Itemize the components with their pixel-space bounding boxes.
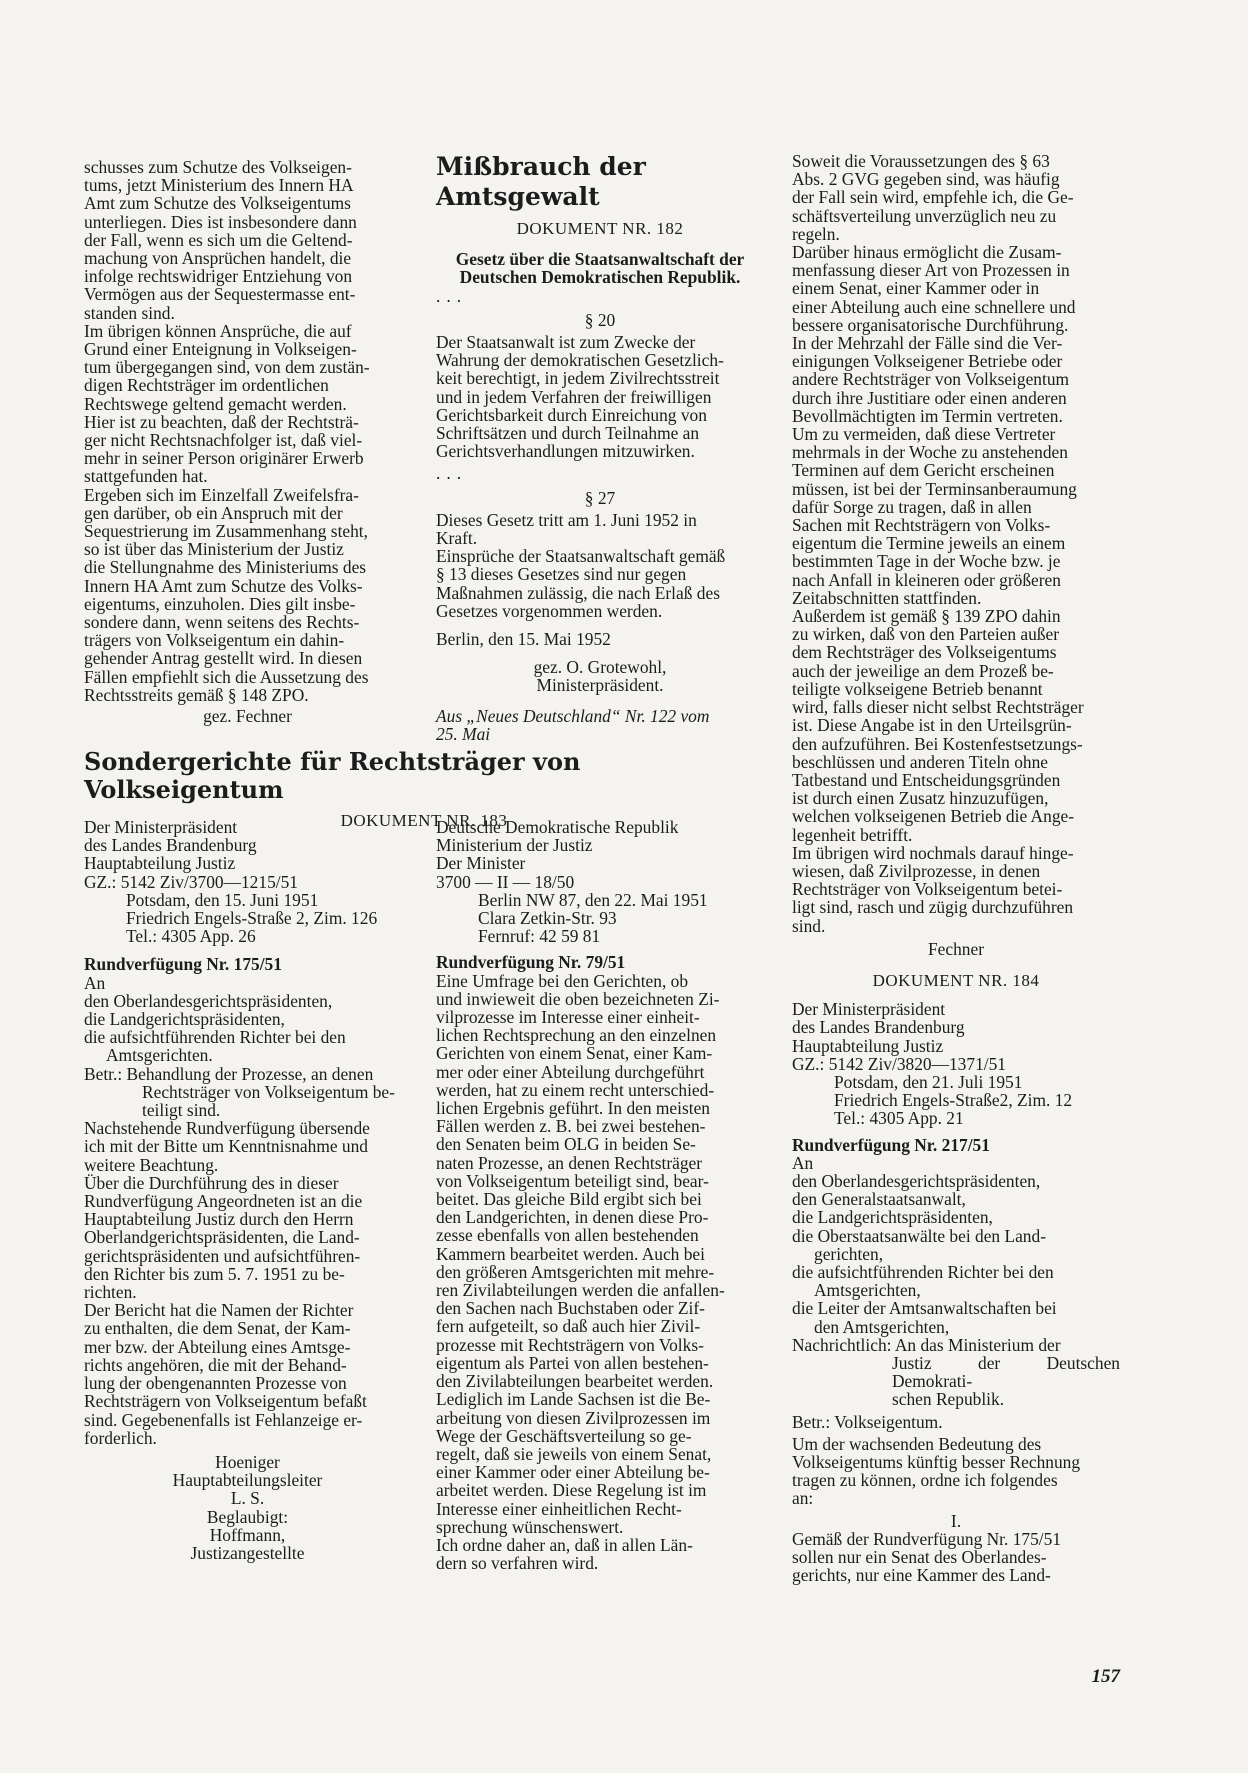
recipients: [84, 992, 411, 1065]
subject: [84, 1065, 411, 1120]
text-line: lichen Rechtsprechung an den einzelnen: [436, 1025, 717, 1046]
text-line: arbeitung von diesen Zivilprozessen im: [436, 1407, 711, 1428]
text-line: den aufzuführen. Bei Kostenfestsetzungs-: [792, 733, 1083, 754]
text-line: Nachstehende Rundverfügung übersende: [84, 1118, 370, 1139]
text-line: ligt sind, rasch und zügig durchzuführen: [792, 897, 1074, 918]
text-line: standen sind.: [84, 302, 175, 323]
text-line: Dieses Gesetz tritt am 1. Juni 1952 in: [436, 509, 697, 530]
text-line: weitere Beachtung.: [84, 1154, 219, 1175]
text-line: Darüber hinaus ermöglicht die Zusam-: [792, 242, 1062, 263]
text-line: bestimmten Tage in der Woche bzw. je: [792, 551, 1061, 572]
text-line: sprechung wünschenswert.: [436, 1516, 624, 1537]
text-line: einem Senat, einer Kammer oder in: [792, 278, 1040, 299]
text-line: regelt, daß sie jeweils von einem Senat,: [436, 1443, 712, 1464]
ellipsis: ...: [436, 463, 468, 484]
text-line: so ist über das Ministerium der Justiz: [84, 539, 344, 560]
address-line: Friedrich Engels-Straße 2, Zim. 126: [126, 908, 378, 929]
recipient-line: den Oberlandesgerichtspräsidenten,: [84, 990, 333, 1011]
text-line: der Fall sein wird, empfehle ich, die Ge-: [792, 187, 1074, 208]
address-line: Potsdam, den 21. Juli 1951: [834, 1071, 1023, 1092]
text-line: Rechtsträger von Volkseigentum betei-: [792, 879, 1063, 900]
recipient-line: gerichten,: [814, 1243, 884, 1264]
letterhead-line: Der Ministerpräsident: [84, 817, 238, 837]
text-block: [84, 158, 411, 704]
text-line: und inwieweit die oben bezeichneten Zi-: [436, 988, 720, 1009]
text-line: Der Bericht hat die Namen der Richter: [84, 1300, 354, 1321]
signature-line: Hoffmann,: [209, 1524, 286, 1545]
document-number: DOKUMENT NR. 184: [872, 970, 1040, 990]
text-line: fern aufgeteilt, so daß auch hier Zivil-: [436, 1316, 701, 1337]
text-line: ist durch einen Zusatz hinzuzufügen,: [792, 788, 1049, 809]
text-line: an:: [792, 1488, 814, 1509]
text-line: Kammern bearbeitet werden. Auch bei: [436, 1243, 705, 1264]
text-line: den Sachen nach Buchstaben oder Zif-: [436, 1298, 705, 1319]
signature-block: [84, 1453, 411, 1562]
text-line: tum übergegangen sind, von dem zustän-: [84, 357, 370, 378]
text-line: eigentum die Termine jeweils an einem: [792, 533, 1066, 554]
decree-title: Rundverfügung Nr. 217/51: [792, 1134, 990, 1155]
text-line: gen darüber, ob ein Anspruch mit der: [84, 502, 343, 523]
text-line: Maßnahmen zulässig, die nach Erlaß des: [436, 582, 720, 603]
text-line: welchen volkseigenen Betrieb die Ange-: [792, 806, 1075, 827]
text-line: durch ihre Justitiare oder einen anderen: [792, 387, 1067, 408]
address-line: Clara Zetkin-Str. 93: [478, 908, 617, 929]
text-block: [792, 152, 1120, 935]
text-line: stattgefunden hat.: [84, 466, 208, 487]
text-line: müssen, ist bei der Terminsanberaumung: [792, 478, 1077, 499]
source: Aus „Neues Deutschland“ Nr. 122 vom: [436, 705, 710, 726]
text-line: dern so verfahren wird.: [436, 1553, 599, 1574]
ellipsis: ...: [436, 285, 468, 306]
text-line: auch der jeweilige an dem Prozeß be-: [792, 660, 1054, 681]
recipient-line: den Generalstaatsanwalt,: [792, 1189, 966, 1210]
column-2-bottom: [436, 818, 764, 1572]
column-1-bottom: [84, 818, 411, 1562]
text-line: bessere organisatorische Durchführung.: [792, 314, 1069, 335]
text-line: den Senaten beim OLG in beiden Se-: [436, 1134, 696, 1155]
text-line: Vermögen aus der Sequestermasse ent-: [84, 284, 356, 305]
text-line: richten.: [84, 1282, 137, 1303]
letterhead-line: des Landes Brandenburg: [792, 1017, 965, 1038]
text-line: Innern HA Amt zum Schutze des Volks-: [84, 575, 363, 596]
text-line: sind.: [792, 915, 826, 936]
heading: Mißbrauch der Amtsgewalt: [436, 152, 646, 211]
recipient-line: die Landgerichtspräsidenten,: [792, 1207, 993, 1228]
text-line: sollen nur ein Senat des Oberlandes-: [792, 1547, 1047, 1568]
address-line: Fernruf: 42 59 81: [478, 926, 601, 947]
text-line: menfassung dieser Art von Prozessen in: [792, 260, 1070, 281]
decree-title: Rundverfügung Nr. 175/51: [84, 954, 282, 975]
text-line: Zeitabschnitten stattfinden.: [792, 587, 982, 608]
text-line: Hauptabteilung Justiz durch den Herrn: [84, 1209, 354, 1230]
text-line: Gerichten von einem Senat, einer Kam-: [436, 1043, 713, 1064]
recipient-line: den Oberlandesgerichtspräsidenten,: [792, 1170, 1041, 1191]
text-line: lichen Ergebnis geführt. In den meisten: [436, 1098, 710, 1119]
text-line: Amt zum Schutze des Volkseigentums: [84, 193, 351, 214]
text-line: den Landgerichten, in denen diese Pro-: [436, 1207, 709, 1228]
text-line: Tatbestand und Entscheidungsgründen: [792, 769, 1061, 790]
text-line: gehender Antrag gestellt wird. In diesen: [84, 648, 363, 669]
text-line: einer Abteilung auch eine schnellere und: [792, 296, 1076, 317]
text-line: Außerdem ist gemäß § 139 ZPO dahin: [792, 606, 1061, 627]
subject-line: teiligt sind.: [142, 1100, 221, 1121]
text-line: richts angehören, die mit der Behand-: [84, 1354, 347, 1375]
letterhead-line: Der Minister: [436, 853, 526, 874]
signature-line: Hauptabteilungsleiter: [172, 1470, 323, 1491]
text-line: Grund einer Enteignung in Volkseigen-: [84, 339, 357, 360]
text-line: Rechtswege geltend gemacht werden.: [84, 393, 347, 414]
text-line: Gesetzes vorgenommen werden.: [436, 600, 663, 621]
text-line: Rechtsträgern von Volkseigentum befaßt: [84, 1391, 367, 1412]
text-line: Um der wachsenden Bedeutung des: [792, 1433, 1042, 1454]
signature-line: Justizangestellte: [190, 1542, 305, 1563]
text-line: Soweit die Voraussetzungen des § 63: [792, 151, 1050, 171]
text-line: wird, falls dieser nicht selbst Rechtsträger: [792, 697, 1084, 718]
text-line: eigentums, einzuholen. Dies gilt insbe-: [84, 593, 356, 614]
text-line: Hier ist zu beachten, daß der Rechtsträ-: [84, 411, 359, 432]
text-block: [436, 511, 764, 620]
text-line: Volkseigentums künftig besser Rechnung: [792, 1452, 1081, 1473]
letterhead: [84, 818, 411, 873]
text-line: Über die Durchführung des in dieser: [84, 1172, 339, 1193]
text-line: Der Staatsanwalt ist zum Zwecke der: [436, 332, 696, 353]
text-line: Ich ordne daher an, daß in allen Län-: [436, 1534, 693, 1555]
page-number: [1072, 1668, 1120, 1686]
text-line: teiligte volkseigene Betrieb benannt: [792, 678, 1043, 699]
subject: Betr.: Volkseigentum.: [792, 1411, 943, 1432]
text-line: dem Rechtsträger des Volkseigentums: [792, 642, 1057, 663]
text-line: dafür Sorge zu tragen, daß in allen: [792, 496, 1032, 517]
text-line: Fällen werden z. B. bei zwei bestehen-: [436, 1116, 706, 1137]
text-line: In der Mehrzahl der Fälle sind die Ver-: [792, 333, 1063, 354]
text-line: mehrmals in der Woche zu anstehenden: [792, 442, 1068, 463]
reference-number: GZ.: 5142 Ziv/3820—1371/51: [792, 1053, 1006, 1074]
text-line: mer oder einer Abteilung durchgeführt: [436, 1061, 705, 1082]
text-line: und in jedem Verfahren der freiwilligen: [436, 386, 712, 407]
signature-title: Ministerpräsident.: [536, 675, 664, 696]
signature: gez. O. Grotewohl,: [533, 657, 667, 678]
text-line: einer Kammer oder einer Abteilung be-: [436, 1462, 710, 1483]
text-line: von Volkseigentum beteiligt sind, bear-: [436, 1170, 709, 1191]
text-line: ist. Diese Angabe ist in den Urteilsgrün-: [792, 715, 1072, 736]
reference-number: GZ.: 5142 Ziv/3700—1215/51: [84, 871, 298, 892]
addressee-label: An: [84, 972, 106, 993]
subject-line: Betr.: Behandlung der Prozesse, an denen: [84, 1063, 374, 1084]
text-line: zu wirken, daß von den Parteien außer: [792, 624, 1060, 645]
text-line: einigungen Volkseigener Betriebe oder: [792, 351, 1063, 372]
address-line: Tel.: 4305 App. 21: [834, 1108, 964, 1129]
date: Berlin, den 15. Mai 1952: [436, 629, 611, 650]
text-line: mer bzw. der Abteilung eines Amtsge-: [84, 1336, 351, 1357]
decree-title: Rundverfügung Nr. 79/51: [436, 952, 626, 973]
text-line: Ergeben sich im Einzelfall Zweifelsfra-: [84, 484, 359, 505]
text-line: Im übrigen können Ansprüche, die auf: [84, 320, 352, 341]
text-line: tragen zu können, ordne ich folgendes: [792, 1470, 1058, 1491]
text-line: Um zu vermeiden, daß diese Vertreter: [792, 424, 1056, 445]
letterhead-line: Der Ministerpräsident: [792, 999, 946, 1020]
text-line: digen Rechtsträger im ordentlichen: [84, 375, 329, 396]
text-line: § 13 dieses Gesetzes sind nur gegen: [436, 564, 687, 585]
subject-line: Rechtsträger von Volkseigentum be-: [142, 1081, 395, 1102]
letterhead-line: Hauptabteilung Justiz: [84, 853, 236, 874]
text-block: [792, 1530, 1120, 1585]
letterhead-line: Deutsche Demokratische Republik: [436, 817, 679, 837]
text-line: prozesse mit Rechtsträgern von Volks-: [436, 1334, 704, 1355]
text-block: [84, 1119, 411, 1447]
recipients: [792, 1172, 1120, 1336]
text-line: legenheit betrifft.: [792, 824, 913, 845]
text-line: Wahrung der demokratischen Gesetzlich-: [436, 350, 724, 371]
text-line: Lediglich im Lande Sachsen ist die Be-: [436, 1389, 711, 1410]
text-block: [436, 972, 764, 1573]
copy-to-line: Justiz der Deutschen Demokrati-: [892, 1353, 1120, 1392]
document-number: DOKUMENT NR. 183: [340, 811, 508, 830]
text-line: Oberlandgerichtspräsidenten, die Land-: [84, 1227, 360, 1248]
copy-to-line: schen Republik.: [892, 1389, 1005, 1410]
text-line: den Zivilabteilungen bearbeitet werden.: [436, 1371, 714, 1392]
text-line: Rundverfügung Angeordneten ist an die: [84, 1191, 363, 1212]
letterhead-line: des Landes Brandenburg: [84, 835, 257, 856]
text-line: zu enthalten, die dem Senat, der Kam-: [84, 1318, 351, 1339]
text-line: werden, hat zu einem recht unterschied-: [436, 1079, 715, 1100]
recipient-line: die Leiter der Amtsanwaltschaften bei: [792, 1298, 1057, 1319]
recipient-line: Amtsgerichten,: [814, 1280, 921, 1301]
text-line: sondere dann, wenn seitens des Rechts-: [84, 612, 360, 633]
address-line: Potsdam, den 15. Juni 1951: [126, 889, 319, 910]
letterhead-line: Ministerium der Justiz: [436, 835, 593, 856]
copy-to-line: Nachrichtlich: An das Ministerium der: [792, 1334, 1061, 1355]
text-line: schusses zum Schutze des Volkseigen-: [84, 157, 352, 177]
law-title: Gesetz über die Staatsanwaltschaft der Deutschen Demokratischen Republik.: [455, 249, 745, 288]
text-line: lung der obengenannten Prozesse von: [84, 1373, 347, 1394]
section-number: § 27: [584, 487, 616, 508]
text-line: Interesse einer einheitlichen Recht-: [436, 1498, 682, 1519]
heading: Sondergerichte für Rechtsträger von Volkseigentum: [84, 747, 581, 804]
signature-line: Beglaubigt:: [206, 1506, 289, 1527]
text-block: [436, 333, 764, 460]
text-line: trägers von Volkseigentum ein dahin-: [84, 630, 345, 651]
text-line: mehr in seiner Person originärer Erwerb: [84, 448, 364, 469]
text-line: Eine Umfrage bei den Gerichten, ob: [436, 970, 689, 991]
text-line: ren Zivilabteilungen werden die anfallen-: [436, 1280, 725, 1301]
letterhead-line: 3700 — II — 18/50: [436, 871, 575, 892]
text-line: Schriftsätzen und durch Teilnahme an: [436, 423, 700, 444]
text-line: sind. Gegebenenfalls ist Fehlanzeige er-: [84, 1409, 363, 1430]
copy-to: [792, 1336, 1120, 1409]
address-line: Berlin NW 87, den 22. Mai 1951: [478, 889, 708, 910]
text-line: Sachen mit Rechtsträgern von Volks-: [792, 515, 1051, 536]
page-number-text: 157: [1091, 1666, 1120, 1687]
text-line: Im übrigen wird nochmals darauf hinge-: [792, 842, 1074, 863]
text-line: eigentum als Partei von allen bestehen-: [436, 1352, 709, 1373]
address: [792, 1073, 1120, 1128]
address: [84, 891, 411, 946]
letterhead-line: Hauptabteilung Justiz: [792, 1035, 944, 1056]
text-line: gerichts, nur eine Kammer des Land-: [792, 1565, 1051, 1586]
text-line: den größeren Amtsgerichten mit mehre-: [436, 1261, 715, 1282]
text-line: unterliegen. Dies ist insbesondere dann: [84, 211, 357, 232]
text-line: Bevollmächtigten im Termin vertreten.: [792, 405, 1063, 426]
text-line: vilprozesse im Interesse einer einheit-: [436, 1007, 700, 1028]
text-line: andere Rechtsträger von Volkseigentum: [792, 369, 1070, 390]
text-line: forderlich.: [84, 1427, 157, 1448]
text-line: ich mit der Bitte um Kenntnisnahme und: [84, 1136, 368, 1157]
text-line: beschlüssen und anderen Titeln ohne: [792, 751, 1048, 772]
signature: gez. Fechner: [203, 706, 292, 727]
text-line: wiesen, daß Zivilprozesse, in denen: [792, 860, 1041, 881]
text-line: Sequestrierung im Zusammenhang steht,: [84, 521, 368, 542]
text-line: Fällen empfiehlt sich die Aussetzung des: [84, 666, 369, 687]
source: 25. Mai: [436, 723, 491, 744]
roman-numeral: I.: [950, 1510, 962, 1531]
text-line: zesse ebenfalls von allen bestehenden: [436, 1225, 699, 1246]
text-line: den Richter bis zum 5. 7. 1951 zu be-: [84, 1263, 345, 1284]
column-1-top: [84, 158, 411, 725]
text-line: nach Anfall in kleineren oder größeren: [792, 569, 1061, 590]
text-line: Gemäß der Rundverfügung Nr. 175/51: [792, 1528, 1062, 1549]
column-2-top: [436, 152, 764, 743]
text-line: gerichtspräsidenten und aufsichtführen-: [84, 1245, 361, 1266]
text-line: Abs. 2 GVG gegeben sind, was häufig: [792, 169, 1060, 190]
text-line: die Stellungnahme des Ministeriums des: [84, 557, 367, 578]
text-line: ger nicht Rechtsnachfolger ist, daß viel-: [84, 430, 363, 451]
text-line: machung von Ansprüchen handelt, die: [84, 248, 352, 269]
text-line: naten Prozesse, an denen Rechtsträger: [436, 1152, 703, 1173]
text-line: regeln.: [792, 223, 840, 244]
text-line: schäftsverteilung unverzüglich neu zu: [792, 205, 1057, 226]
text-line: Gerichtsbarkeit durch Einreichung von: [436, 404, 707, 425]
signature-line: Hoeniger: [215, 1451, 280, 1472]
text-line: arbeitet werden. Diese Regelung ist im: [436, 1480, 707, 1501]
recipient-line: den Amtsgerichten,: [814, 1316, 950, 1337]
section-number: § 20: [584, 309, 616, 330]
text-line: Gerichtsverhandlungen mitzuwirken.: [436, 441, 695, 462]
text-line: beitet. Das gleiche Bild ergibt sich bei: [436, 1189, 702, 1210]
signature-line: L. S.: [230, 1488, 265, 1509]
column-3: [792, 152, 1120, 1584]
address: [436, 891, 764, 946]
text-line: Wege der Geschäftsverteilung so ge-: [436, 1425, 692, 1446]
text-line: keit berechtigt, in jedem Zivilrechtsstreit: [436, 368, 720, 389]
address-line: Friedrich Engels-Straße2, Zim. 12: [834, 1090, 1073, 1111]
letterhead: [792, 1000, 1120, 1055]
text-block: [792, 1435, 1120, 1508]
text-line: tums, jetzt Ministerium des Innern HA: [84, 175, 354, 196]
recipient-line: die Oberstaatsanwälte bei den Land-: [792, 1225, 1046, 1246]
signature: Fechner: [927, 938, 984, 959]
recipient-line: Amtsgerichten.: [106, 1045, 213, 1066]
recipient-line: die aufsichtführenden Richter bei den: [84, 1027, 346, 1048]
text-line: Kraft.: [436, 528, 478, 549]
addressee-label: An: [792, 1152, 814, 1173]
text-line: Rechtsstreits gemäß § 148 ZPO.: [84, 684, 309, 705]
letterhead: [436, 818, 764, 891]
text-line: infolge rechtswidriger Entziehung von: [84, 266, 353, 287]
address-line: Tel.: 4305 App. 26: [126, 926, 256, 947]
recipient-line: die Landgerichtspräsidenten,: [84, 1009, 285, 1030]
text-line: der Fall, wenn es sich um die Geltend-: [84, 229, 353, 250]
text-line: Einsprüche der Staatsanwaltschaft gemäß: [436, 546, 726, 567]
recipient-line: die aufsichtführenden Richter bei den: [792, 1261, 1054, 1282]
text-line: Terminen auf dem Gericht erscheinen: [792, 460, 1055, 481]
document-number: DOKUMENT NR. 182: [516, 219, 684, 238]
